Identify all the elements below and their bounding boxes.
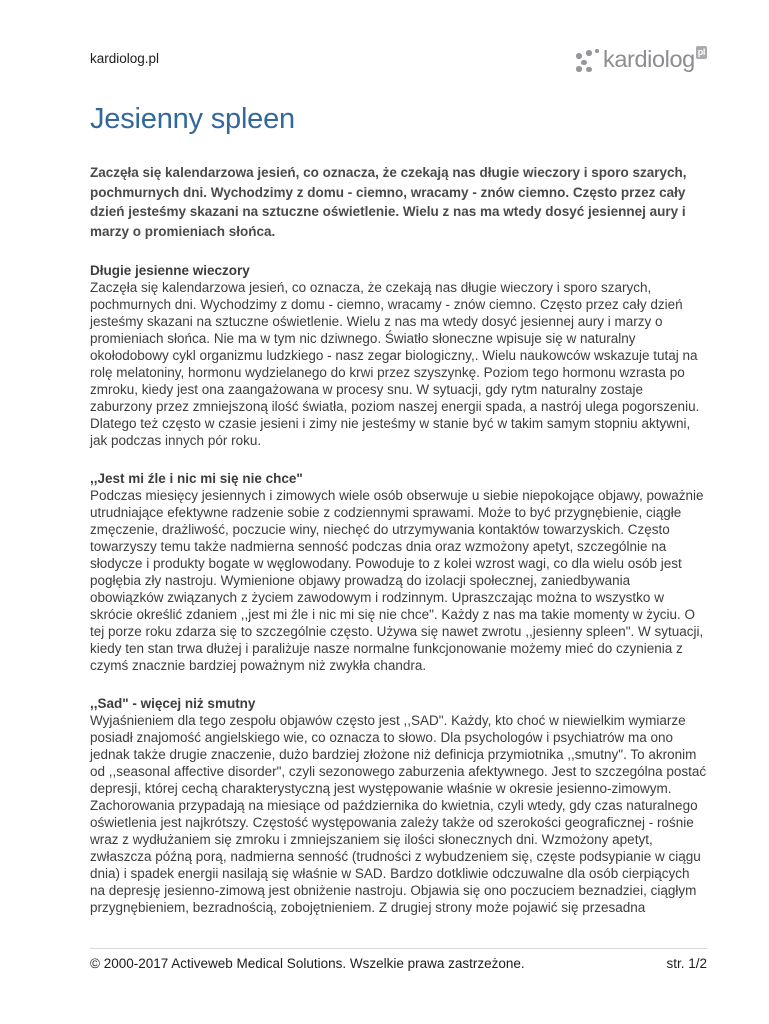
kardiolog-logo-text	[603, 46, 707, 72]
page-title: Jesienny spleen	[90, 103, 295, 135]
kardiolog-logo-wordmark: kardiolog	[603, 46, 695, 72]
section-dlugie-jesienne-wieczory	[90, 262, 707, 449]
kardiolog-logo-pl-badge: pl	[697, 47, 705, 57]
page-header	[90, 46, 707, 74]
section-body: Podczas miesięcy jesiennych i zimowych wiele osób obserwuje u siebie niepokojące objawy, poważnie utrudniające efektywne radzenie sobie z codziennymi sprawami. Może to być przygnębienie, ciągłe zmęczenie, drażliwość, poczucie winy, niechęć do utrzymywania kontaktów towarzyskich. Często towarzyszy temu także nadmierna senność podczas dnia oraz wzmożony apetyt, szczególnie na słodycze i produkty bogate w węglowodany. Powoduje to z kolei wzrost wagi, co dla wielu osób jest pogłębia zły nastroju. Wymienione objawy prowadzą do izolacji społecznej, zaniedbywania obowiązków związanych z życiem zawodowym i rodzinnym. Upraszczając można to wszystko w skrócie określić zdaniem ,,jest mi źle i nic mi się nie chce". Każdy z nas ma takie momenty w życiu. O tej porze roku zdarza się to szczególnie często. Używa się nawet zwrotu ,,jesienny spleen". W sytuacji, kiedy ten stan trwa dłużej i paraliżuje nasze normalne funkcjonowanie możemy mieć do czynienia z czymś znacznie bardziej poważnym niż zwykła chandra.	[90, 488, 704, 673]
copyright-text: © 2000-2017 Activeweb Medical Solutions. Wszelkie prawa zastrzeżone.	[90, 956, 525, 971]
section-body: Zaczęła się kalendarzowa jesień, co oznacza, że czekają nas długie wieczory i sporo szarych, pochmurnych dni. Wychodzimy z domu - ciemno, wracamy - znów ciemno. Często przez cały dzień jesteśmy skazani na sztuczne oświetlenie. Wielu z nas ma wtedy dosyć jesiennej aury i marzy o promieniach słońca. Nie ma w tym nic dziwnego. Światło słoneczne wpisuje się w naturalny okołodobowy cykl organizmu ludzkiego - nasz zegar biologiczny,. Wielu naukowców wskazuje tutaj na rolę melatoniny, hormonu wydzielanego do krwi przez szyszynkę. Poziom tego hormonu wzrasta po zmroku, kiedy jest ona zaangażowana w procesy snu. W sytuacji, gdy rytm naturalny zostaje zaburzony przez zmniejszoną ilość światła, poziom naszej energii spada, a nastrój ulega pogorszeniu. Dlatego też często w czasie jesieni i zimy nie jesteśmy w stanie być w takim samym stopniu aktywni, jak podczas innych pór roku.	[90, 280, 700, 448]
section-sad-wiecej-niz-smutny	[90, 695, 707, 916]
page-number: str. 1/2	[666, 956, 707, 971]
kardiolog-logo-dots-icon	[575, 48, 601, 74]
section-heading: ,,Jest mi źle i nic mi się nie chce"	[90, 471, 303, 486]
section-heading: ,,Sad" - więcej niż smutny	[90, 696, 256, 711]
kardiolog-logo	[575, 46, 707, 74]
article-lead: Zaczęła się kalendarzowa jesień, co oznacza, że czekają nas długie wieczory i sporo szarych, pochmurnych dni. Wychodzimy z domu - ciemno, wracamy - znów ciemno. Często przez cały dzień jesteśmy skazani na sztuczne oświetlenie. Wielu z nas ma wtedy dosyć jesiennej aury i marzy o promieniach słońca.	[90, 165, 687, 239]
section-heading: Długie jesienne wieczory	[90, 263, 250, 278]
section-body: Wyjaśnieniem dla tego zespołu objawów często jest ,,SAD". Każdy, kto choć w niewielkim wymiarze posiadł znajomość angielskiego wie, co oznacza to słowo. Dla psychologów i psychiatrów ma ono jednak także drugie znaczenie, dużo bardziej złożone niż definicja przymiotnika ,,smutny". To akronim od ,,seasonal affective disorder", czyli sezonowego zaburzenia afektywnego. Jest to szczególna postać depresji, której cechą charakterystyczną jest występowanie właśnie w okresie jesienno-zimowym. Zachorowania przypadają na miesiące od października do kwietnia, czyli wtedy, gdy czas naturalnego oświetlenia jest najkrótszy. Częstość występowania zależy także od szerokości geograficznej - rośnie wraz z wydłużaniem się zmroku i zmniejszaniem się ilości słonecznych dni. Wzmożony apetyt, zwłaszcza późną porą, nadmierna senność (trudności z wybudzeniem się, częste podsypianie w ciągu dnia) i spadek energii nasilają się właśnie w SAD. Bardzo dotkliwie odczuwalne dla osób cierpiących na depresję jesienno-zimową jest obniżenie nastroju. Objawia się ono poczuciem beznadziei, ciągłym przygnębieniem, bezradnością, zobojętnieniem. Z drugiej strony może pojawić się przesadna	[90, 713, 707, 915]
section-jest-mi-zle	[90, 470, 707, 674]
page-footer	[90, 948, 707, 971]
site-label: kardiolog.pl	[90, 51, 160, 66]
